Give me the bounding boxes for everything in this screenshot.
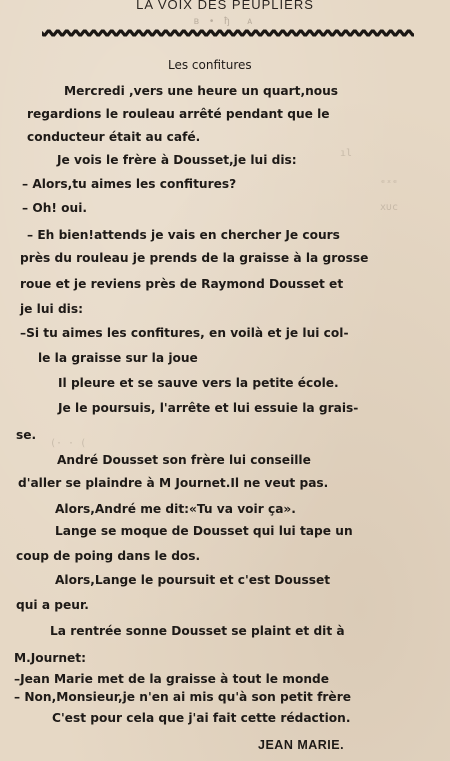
article-line: Je vois le frère à Dousset,je lui dis:	[57, 153, 297, 167]
article-title: Les confitures	[168, 58, 252, 72]
article-line: Je le poursuis, l'arrête et lui essuie la grais-	[58, 401, 359, 415]
article-line: Il pleure et se sauve vers la petite école.	[58, 376, 339, 390]
article-line: C'est pour cela que j'ai fait cette rédaction.	[52, 711, 351, 725]
article-line: – Eh bien!attends je vais en chercher Je cours	[27, 228, 340, 242]
article-line: d'aller se plaindre à M Journet.Il ne veut pas.	[18, 476, 329, 490]
bleed-through-text: ₑₓₑ	[380, 175, 399, 186]
article-line: M.Journet:	[14, 651, 86, 665]
signature: JEAN MARIE.	[258, 738, 345, 752]
article-line: le la graisse sur la joue	[38, 351, 198, 365]
article-line: je lui dis:	[20, 302, 83, 316]
bleed-through-text: x∪c	[380, 202, 399, 213]
article-line: –Si tu aimes les confitures, en voilà et je lui col-	[20, 326, 349, 340]
bleed-through-text: в • ђ ᴀ	[193, 16, 257, 27]
bleed-through-text: (· · (	[50, 438, 87, 449]
wavy-divider	[42, 28, 414, 38]
article-line: André Dousset son frère lui conseille	[57, 453, 311, 467]
article-line: près du rouleau je prends de la graisse à la grosse	[20, 251, 369, 265]
article-line: – Alors,tu aimes les confitures?	[22, 177, 237, 191]
article-line: Alors,Lange le poursuit et c'est Dousset	[55, 573, 331, 587]
article-line: – Oh! oui.	[22, 201, 88, 215]
article-line: se.	[16, 428, 37, 442]
article-line: conducteur était au café.	[27, 130, 201, 144]
article-line: Lange se moque de Dousset qui lui tape un	[55, 524, 353, 538]
article-line: Alors,André me dit:«Tu va voir ça».	[55, 502, 296, 516]
article-line: qui a peur.	[16, 598, 89, 612]
article-line: coup de poing dans le dos.	[16, 549, 201, 563]
article-line: La rentrée sonne Dousset se plaint et dit à	[50, 624, 345, 638]
article-line: –Jean Marie met de la graisse à tout le monde	[14, 672, 329, 686]
bleed-through-text: ıl	[340, 148, 353, 159]
article-line: – Non,Monsieur,je n'en ai mis qu'à son petit frère	[14, 690, 351, 704]
article-line: regardions le rouleau arrêté pendant que le	[27, 107, 330, 121]
journal-title: LA VOIX DES PEUPLIERS	[136, 0, 314, 12]
article-line: Mercredi ,vers une heure un quart,nous	[64, 84, 339, 98]
article-line: roue et je reviens près de Raymond Dousset et	[20, 277, 344, 291]
